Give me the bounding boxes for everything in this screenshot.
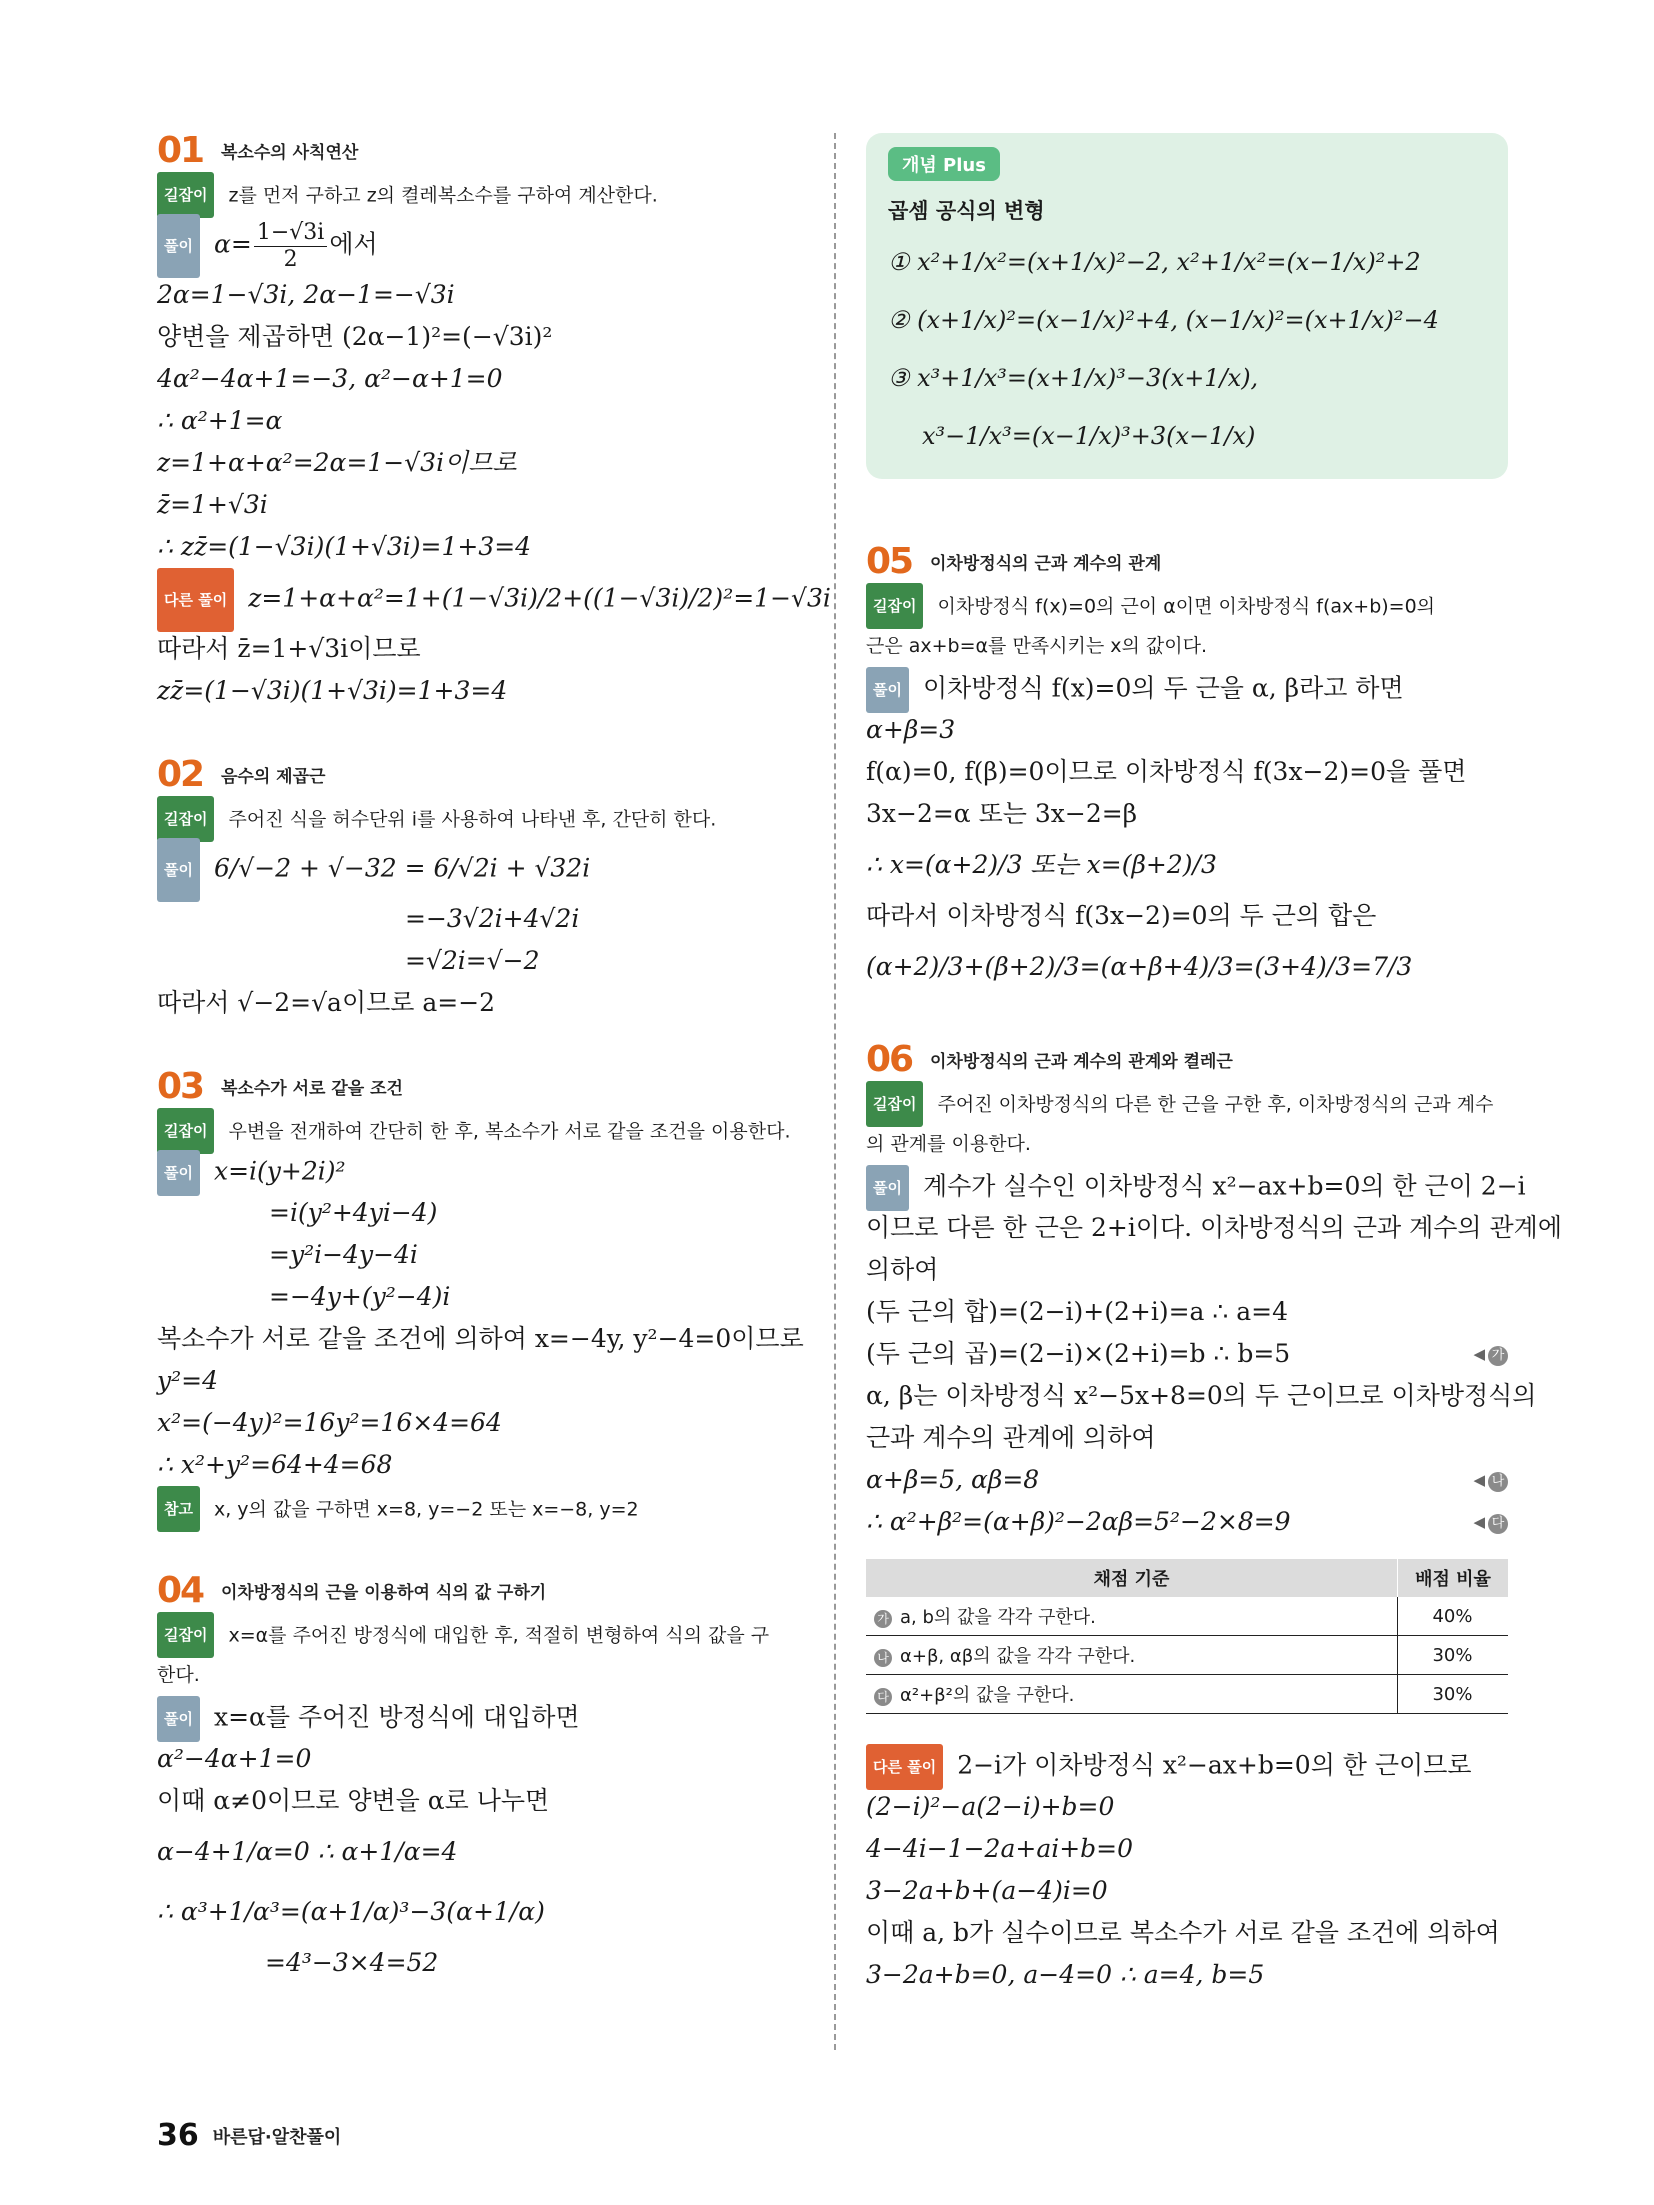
math-line: 양변을 제곱하면 (2α−1)²=(−√3i)² [157, 322, 553, 351]
math-line: 이때 α≠0이므로 양변을 α로 나누면 [157, 1786, 550, 1815]
math-line: 4−4i−1−2a+ai+b=0 [866, 1834, 1134, 1863]
math-line: 3x−2=α 또는 3x−2=β [866, 799, 1138, 828]
step-marker-label: 나 [1488, 1472, 1508, 1492]
left-column [157, 128, 831, 1984]
key-text: 우변을 전개하여 간단히 한 후, 복소수가 서로 같을 조건을 이용한다. [228, 1120, 791, 1143]
criterion-percent: 30% [1398, 1636, 1509, 1675]
step-marker: ◀ 가 [1473, 1333, 1508, 1375]
math-line: 따라서 √−2=√a이므로 a=−2 [157, 988, 496, 1017]
math-line: 근과 계수의 관계에 의하여 [866, 1423, 1156, 1452]
math-line: α, β는 이차방정식 x²−5x+8=0의 두 근이므로 이차방정식의 [866, 1381, 1537, 1410]
math-line: x=α를 주어진 방정식에 대입하면 [213, 1702, 580, 1732]
math-line: =−4y+(y²−4)i [269, 1282, 451, 1311]
math-line: 3−2a+b=0, a−4=0 ∴ a=4, b=5 [866, 1960, 1265, 1989]
solution-tag: 풀이 [866, 667, 909, 713]
section-02-header [157, 752, 807, 796]
math-line: 이므로 다른 한 근은 2+i이다. 이차방정식의 근과 계수의 관계에 [866, 1213, 1562, 1242]
math-line: α+β=5, αβ=8 [866, 1465, 1040, 1494]
math-line: 2−i가 이차방정식 x²−ax+b=0의 한 근이므로 [957, 1750, 1472, 1780]
formula-line: ② (x+1/x)²=(x−1/x)²+4, (x−1/x)²=(x+1/x)²−4 [888, 306, 1439, 334]
section-title: 이차방정식의 근을 이용하여 식의 값 구하기 [221, 1582, 547, 1603]
criterion-text: a, b의 값을 각각 구한다. [900, 1607, 1096, 1628]
math-line: α= [213, 229, 252, 259]
key-tag: 길잡이 [866, 1081, 923, 1127]
key-tag: 길잡이 [157, 796, 214, 842]
section-06-header [866, 1037, 1508, 1081]
math-line: x²=(−4y)²=16y²=16×4=64 [157, 1408, 502, 1437]
solution-tag: 풀이 [157, 838, 200, 902]
column-divider [834, 133, 836, 2050]
math-line: f(α)=0, f(β)=0이므로 이차방정식 f(3x−2)=0을 풀면 [866, 757, 1467, 786]
step-marker-label: 다 [1488, 1514, 1508, 1534]
math-line: 따라서 이차방정식 f(3x−2)=0의 두 근의 합은 [866, 901, 1377, 930]
table-header-row [866, 1559, 1508, 1597]
formula-line: ① x²+1/x²=(x+1/x)²−2, x²+1/x²=(x−1/x)²+2 [888, 248, 1421, 276]
table-header: 채점 기준 [866, 1559, 1398, 1597]
table-row [866, 1675, 1508, 1714]
section-number: 05 [866, 540, 913, 582]
reference-tag: 참고 [157, 1486, 200, 1532]
key-tag: 길잡이 [157, 1108, 214, 1154]
math-line: 3−2a+b+(a−4)i=0 [866, 1876, 1108, 1905]
step-circle: 나 [874, 1649, 892, 1667]
criterion-text: α+β, αβ의 값을 각각 구한다. [900, 1646, 1136, 1667]
key-tag: 길잡이 [866, 583, 923, 629]
key-text: 의 관계를 이용한다. [866, 1133, 1031, 1155]
concept-plus-box [866, 133, 1508, 479]
table-row [866, 1636, 1508, 1675]
concept-plus-heading: 곱셈 공식의 변형 [888, 199, 1045, 223]
math-line: 복소수가 서로 같을 조건에 의하여 x=−4y, y²−4=0이므로 [157, 1324, 804, 1353]
math-line: x=i(y+2i)² [213, 1156, 346, 1186]
math-line: z̄=1+√3i [157, 490, 268, 519]
math-line: z=1+α+α²=2α=1−√3i이므로 [157, 448, 517, 477]
right-column [866, 133, 1562, 1996]
math-line: ∴ zz̄=(1−√3i)(1+√3i)=1+3=4 [157, 532, 532, 561]
section-title: 복소수의 사칙연산 [221, 142, 359, 163]
section-01-header [157, 128, 807, 172]
math-line: 이때 a, b가 실수이므로 복소수가 서로 같을 조건에 의하여 [866, 1918, 1500, 1947]
criterion-percent: 40% [1398, 1597, 1509, 1636]
section-title: 이차방정식의 근과 계수의 관계 [930, 553, 1162, 574]
math-line: 2α=1−√3i, 2α−1=−√3i [157, 280, 455, 309]
section-title: 이차방정식의 근과 계수의 관계와 켤레근 [930, 1051, 1233, 1072]
formula-line: ③ x³+1/x³=(x+1/x)³−3(x+1/x), [888, 364, 1259, 392]
table-header: 배점 비율 [1398, 1559, 1509, 1597]
math-line: α+β=3 [866, 715, 956, 744]
key-text: x=α를 주어진 방정식에 대입한 후, 적절히 변형하여 식의 값을 구 [228, 1624, 770, 1647]
math-line: α²−4α+1=0 [157, 1744, 312, 1773]
math-line: zz̄=(1−√3i)(1+√3i)=1+3=4 [157, 676, 508, 705]
math-line: 에서 [329, 229, 378, 259]
section-05-header [866, 539, 1508, 583]
page-footer [157, 2118, 341, 2153]
solution-tag: 풀이 [157, 1696, 200, 1742]
solution-tag: 풀이 [157, 1150, 200, 1196]
math-line: (α+2)/3+(β+2)/3=(α+β+4)/3=(3+4)/3=7/3 [866, 952, 1413, 981]
math-line: α−4+1/α=0 ∴ α+1/α=4 [157, 1837, 458, 1866]
math-line: (두 근의 합)=(2−i)+(2+i)=a ∴ a=4 [866, 1297, 1289, 1326]
key-text: z를 먼저 구하고 z의 켤레복소수를 구하여 계산한다. [228, 184, 658, 207]
key-tag: 길잡이 [157, 172, 214, 218]
numerator: 1−√3i [254, 220, 327, 247]
solution-tag: 풀이 [866, 1165, 909, 1211]
section-03-header [157, 1064, 807, 1108]
formula-line: x³−1/x³=(x−1/x)³+3(x−1/x) [922, 422, 1256, 450]
criterion-percent: 30% [1398, 1675, 1509, 1714]
key-tag: 길잡이 [157, 1612, 214, 1658]
table-row [866, 1597, 1508, 1636]
math-line: 이차방정식 f(x)=0의 두 근을 α, β라고 하면 [922, 673, 1404, 703]
math-line: 4α²−4α+1=−3, α²−α+1=0 [157, 364, 503, 393]
math-line: 의하여 [866, 1255, 939, 1284]
step-marker-label: 가 [1488, 1346, 1508, 1366]
scoring-table [866, 1559, 1508, 1714]
alt-solution-tag: 다른 풀이 [157, 568, 234, 632]
math-line: =4³−3×4=52 [265, 1948, 439, 1977]
math-line: z=1+α+α²=1+(1−√3i)/2+((1−√3i)/2)²=1−√3i [248, 583, 831, 613]
key-text: 이차방정식 f(x)=0의 근이 α이면 이차방정식 f(ax+b)=0의 [937, 595, 1436, 618]
alt-solution-tag: 다른 풀이 [866, 1744, 943, 1790]
step-circle: 가 [874, 1610, 892, 1628]
math-line: ∴ α²+1=α [157, 406, 283, 435]
section-number: 04 [157, 1569, 204, 1611]
page-number: 36 [157, 2118, 199, 2153]
concept-plus-tag: 개념 Plus [888, 147, 1000, 181]
key-text: 주어진 이차방정식의 다른 한 근을 구한 후, 이차방정식의 근과 계수 [937, 1093, 1494, 1116]
math-line: 따라서 z̄=1+√3i이므로 [157, 634, 421, 663]
section-title: 복소수가 서로 같을 조건 [221, 1078, 403, 1099]
math-line: =−3√2i+4√2i [405, 904, 580, 933]
math-line: ∴ α²+β²=(α+β)²−2αβ=5²−2×8=9 [866, 1507, 1291, 1536]
solution-tag: 풀이 [157, 214, 200, 278]
math-line: =i(y²+4yi−4) [269, 1198, 438, 1227]
math-line: ∴ α³+1/α³=(α+1/α)³−3(α+1/α) [157, 1897, 545, 1926]
math-line: (2−i)²−a(2−i)+b=0 [866, 1792, 1115, 1821]
step-marker: ◀ 다 [1473, 1501, 1508, 1543]
step-marker: ◀ 나 [1473, 1459, 1508, 1501]
denominator: 2 [283, 246, 298, 272]
math-line: y²=4 [157, 1366, 218, 1395]
fraction [254, 220, 327, 273]
math-line: ∴ x=(α+2)/3 또는 x=(β+2)/3 [866, 850, 1217, 879]
math-line: ∴ x²+y²=64+4=68 [157, 1450, 393, 1479]
reference-text: x, y의 값을 구하면 x=8, y=−2 또는 x=−8, y=2 [213, 1498, 639, 1521]
key-text: 근은 ax+b=α를 만족시키는 x의 값이다. [866, 635, 1208, 657]
section-number: 03 [157, 1065, 204, 1107]
section-number: 01 [157, 129, 204, 171]
math-line: 계수가 실수인 이차방정식 x²−ax+b=0의 한 근이 2−i [922, 1171, 1526, 1201]
math-line: 6/√−2 + √−32 = 6/√2i + √32i [213, 853, 591, 883]
section-04-header [157, 1568, 807, 1612]
section-title: 음수의 제곱근 [221, 766, 326, 787]
math-line: =y²i−4y−4i [269, 1240, 418, 1269]
section-number: 02 [157, 753, 204, 795]
step-circle: 다 [874, 1688, 892, 1706]
footer-label: 바른답·알찬풀이 [212, 2126, 342, 2148]
key-text: 주어진 식을 허수단위 i를 사용하여 나타낸 후, 간단히 한다. [228, 808, 717, 831]
math-line: =√2i=√−2 [405, 946, 540, 975]
math-line: (두 근의 곱)=(2−i)×(2+i)=b ∴ b=5 [866, 1339, 1291, 1368]
section-number: 06 [866, 1038, 913, 1080]
key-text: 한다. [157, 1664, 200, 1686]
criterion-text: α²+β²의 값을 구한다. [900, 1685, 1075, 1706]
